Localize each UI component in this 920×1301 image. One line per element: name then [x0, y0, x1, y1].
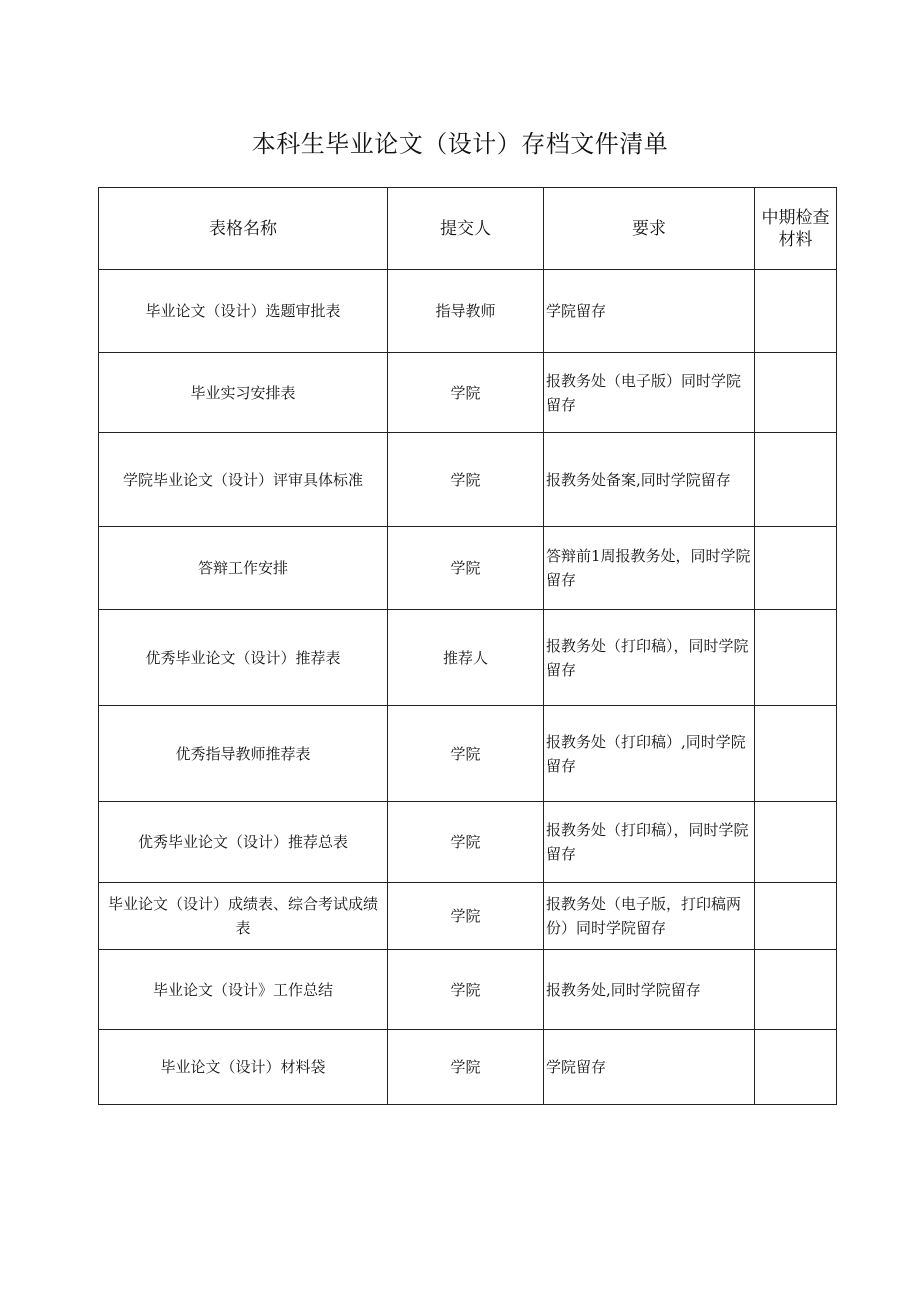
requirement-cell: 报教务处（电子版）同时学院留存 — [544, 353, 755, 433]
table-row — [99, 270, 837, 353]
form-name-cell: 优秀指导教师推荐表 — [99, 706, 388, 802]
requirement-cell: 学院留存 — [544, 1030, 755, 1105]
submitter-cell: 学院 — [388, 950, 544, 1030]
header-midterm-check: 中期检查材料 — [755, 188, 837, 270]
submitter-cell: 学院 — [388, 802, 544, 883]
table-row — [99, 527, 837, 610]
midterm-cell — [755, 802, 837, 883]
requirement-cell: 报教务处（打印稿），同时学院留存 — [544, 610, 755, 706]
form-name-cell: 毕业实习安排表 — [99, 353, 388, 433]
requirement-cell: 报教务处（电子版，打印稿两份）同时学院留存 — [544, 883, 755, 950]
submitter-cell: 学院 — [388, 706, 544, 802]
midterm-cell — [755, 527, 837, 610]
submitter-cell: 学院 — [388, 1030, 544, 1105]
submitter-cell: 推荐人 — [388, 610, 544, 706]
requirement-cell: 学院留存 — [544, 270, 755, 353]
form-name-cell: 毕业论文（设计）材料袋 — [99, 1030, 388, 1105]
requirement-cell: 答辩前1周报教务处，同时学院留存 — [544, 527, 755, 610]
header-form-name: 表格名称 — [99, 188, 388, 270]
midterm-cell — [755, 610, 837, 706]
submitter-cell: 学院 — [388, 883, 544, 950]
submitter-cell: 学院 — [388, 433, 544, 527]
midterm-cell — [755, 353, 837, 433]
table-row — [99, 610, 837, 706]
table-row — [99, 1030, 837, 1105]
midterm-cell — [755, 883, 837, 950]
header-requirement: 要求 — [544, 188, 755, 270]
requirement-cell: 报教务处,同时学院留存 — [544, 950, 755, 1030]
submitter-cell: 学院 — [388, 527, 544, 610]
table-row — [99, 706, 837, 802]
midterm-cell — [755, 1030, 837, 1105]
requirement-cell: 报教务处备案,同时学院留存 — [544, 433, 755, 527]
form-name-cell: 毕业论文（设计）成绩表、综合考试成绩表 — [99, 883, 388, 950]
midterm-cell — [755, 433, 837, 527]
midterm-cell — [755, 706, 837, 802]
submitter-cell: 指导教师 — [388, 270, 544, 353]
table-row — [99, 353, 837, 433]
form-name-cell: 毕业论文（设计）选题审批表 — [99, 270, 388, 353]
document-title: 本科生毕业论文（设计）存档文件清单 — [251, 130, 669, 158]
table-row — [99, 950, 837, 1030]
form-name-cell: 学院毕业论文（设计）评审具体标准 — [99, 433, 388, 527]
midterm-cell — [755, 950, 837, 1030]
table-row — [99, 802, 837, 883]
submitter-cell: 学院 — [388, 353, 544, 433]
midterm-cell — [755, 270, 837, 353]
requirement-cell: 报教务处（打印稿），同时学院留存 — [544, 802, 755, 883]
table-row — [99, 883, 837, 950]
table-row — [99, 433, 837, 527]
form-name-cell: 优秀毕业论文（设计）推荐表 — [99, 610, 388, 706]
form-name-cell: 优秀毕业论文（设计）推荐总表 — [99, 802, 388, 883]
requirement-cell: 报教务处（打印稿）,同时学院留存 — [544, 706, 755, 802]
table-header-row — [99, 188, 837, 270]
form-name-cell: 答辩工作安排 — [99, 527, 388, 610]
form-name-cell: 毕业论文（设计》工作总结 — [99, 950, 388, 1030]
header-submitter: 提交人 — [388, 188, 544, 270]
archive-file-table — [98, 187, 837, 1105]
